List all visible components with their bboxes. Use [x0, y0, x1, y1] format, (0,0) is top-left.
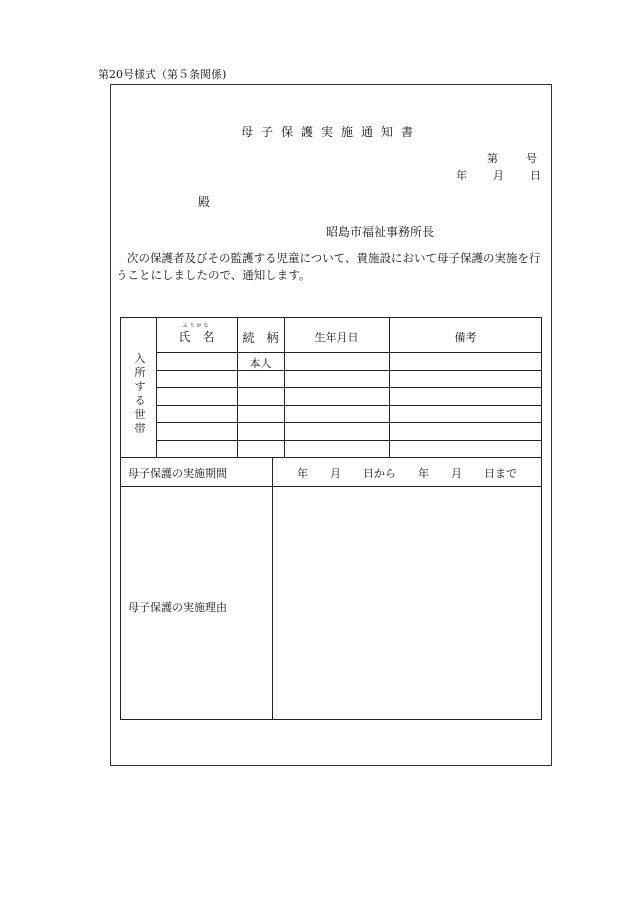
row-divider — [156, 387, 542, 388]
name-header-label: 氏 名 — [178, 330, 215, 344]
household-label: 入所する世帯 — [134, 352, 146, 435]
form-number-label: 第20号様式（第５条関係) — [98, 68, 227, 81]
section-divider — [121, 457, 542, 458]
document-title: 母子保護実施通知書 — [240, 125, 421, 139]
issue-date-line — [456, 167, 541, 183]
row-divider — [156, 405, 542, 406]
month-label: 月 — [493, 169, 504, 182]
year-label: 年 — [456, 169, 467, 182]
document-number-line — [487, 150, 537, 166]
reason-label: 母子保護の実施理由 — [128, 601, 227, 614]
section-divider — [121, 486, 542, 487]
row-divider — [156, 422, 542, 423]
number-suffix: 号 — [526, 152, 537, 165]
day-label: 日 — [530, 169, 541, 182]
row-divider — [156, 352, 542, 353]
relation-header: 続 柄 — [242, 331, 279, 345]
col-divider — [272, 457, 273, 720]
number-prefix: 第 — [487, 152, 498, 165]
row-divider — [156, 370, 542, 371]
period-label: 母子保護の実施期間 — [128, 467, 227, 480]
sender-name: 昭島市福祉事務所長 — [326, 225, 435, 239]
period-value: 年 月 日から 年 月 日まで — [297, 467, 517, 480]
name-furigana: ふりがな — [182, 323, 211, 329]
birthdate-header: 生年月日 — [314, 331, 359, 344]
row-divider — [156, 440, 542, 441]
remarks-header: 備考 — [454, 331, 477, 344]
household-table — [120, 317, 542, 720]
notice-body: 次の保護者及びその監護する児童について、貴施設において母子保護の実施を行うことにしましたので、通知します。 — [116, 251, 541, 282]
relation-self-cell: 本人 — [249, 357, 272, 370]
addressee-honorific: 殿 — [198, 195, 211, 209]
name-header — [156, 323, 237, 344]
